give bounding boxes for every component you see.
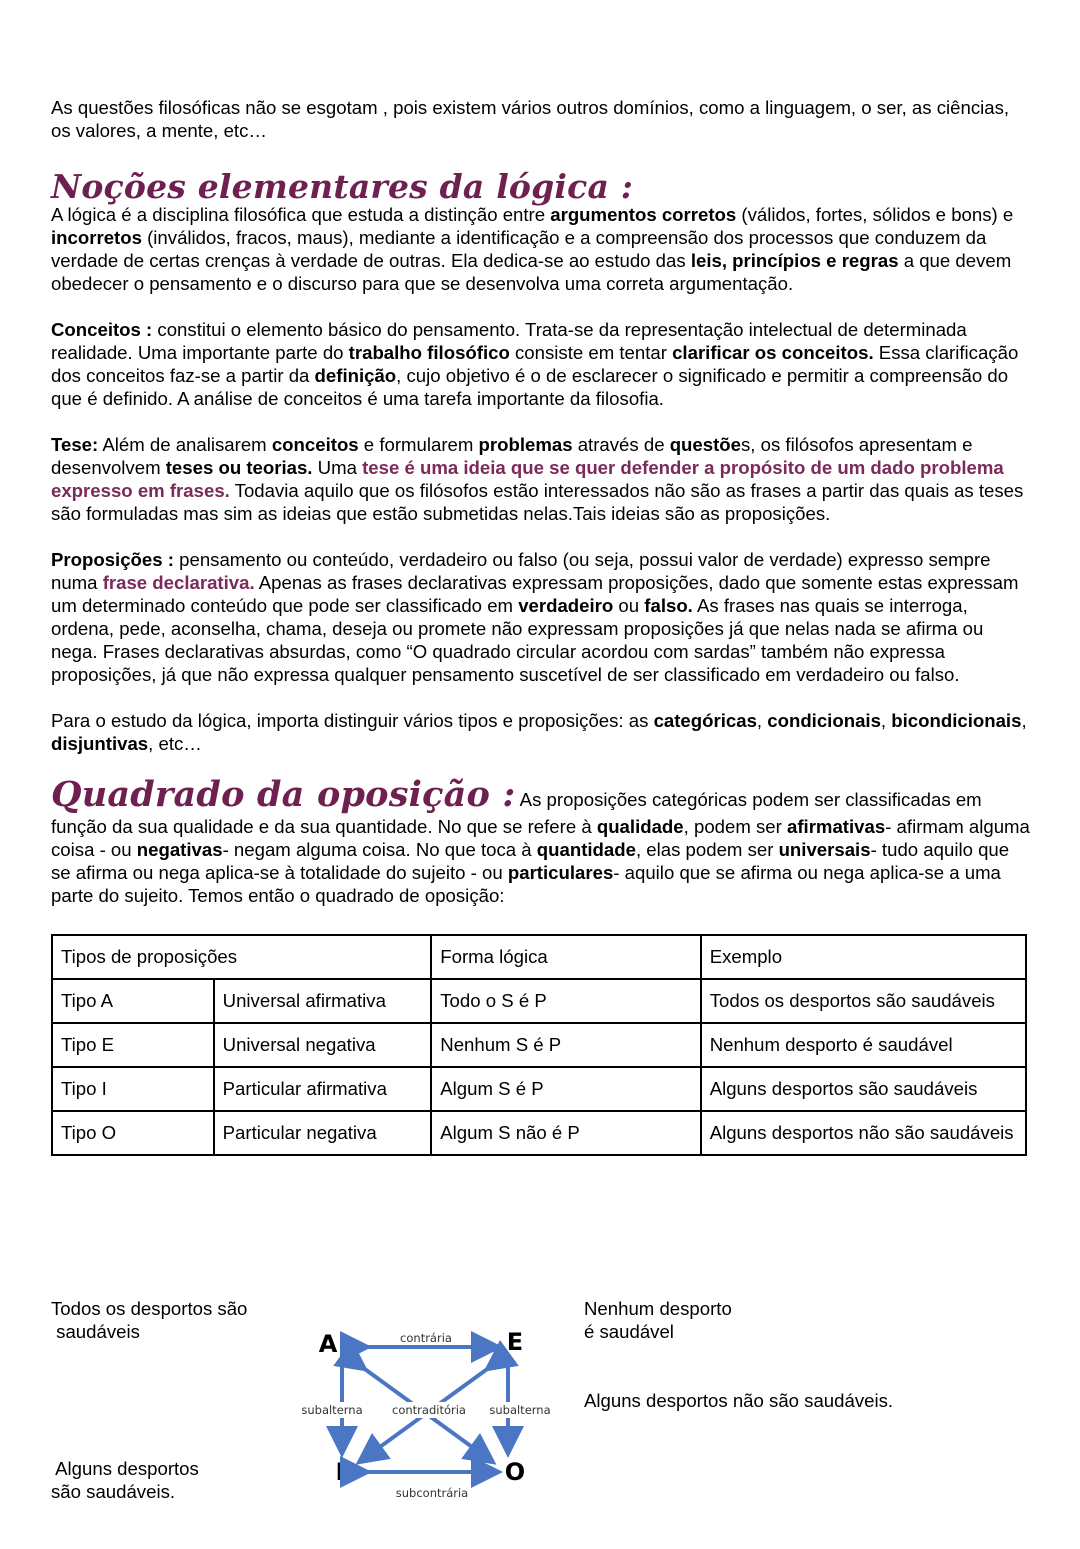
corner-e: E	[506, 1328, 524, 1356]
label-contraditoria: contraditória	[392, 1403, 466, 1417]
propositions-table	[51, 934, 1027, 1156]
intro-paragraph: As questões filosóficas não se esgotam , pois existem vários outros domínios, como a linguagem, o ser, as ciências, os valores, a mente, etc…	[51, 97, 1010, 141]
table-row	[52, 1023, 1026, 1067]
label-subalterna-right: subalterna	[489, 1403, 551, 1417]
table-row	[52, 979, 1026, 1023]
table-cell: Alguns desportos não são saudáveis	[701, 1111, 1026, 1155]
table-cell: Universal negativa	[214, 1023, 432, 1067]
table-cell: Algum S é P	[431, 1067, 700, 1111]
square-heading: Quadrado da oposição :	[51, 774, 516, 815]
table-cell: Tipo O	[52, 1111, 214, 1155]
diagram-text-i: Alguns desportos são saudáveis.	[51, 1458, 199, 1502]
table-cell: Todos os desportos são saudáveis	[701, 979, 1026, 1023]
label-subcontraria: subcontrária	[395, 1486, 469, 1500]
square-graphic	[290, 1320, 570, 1540]
table-cell: Tipo E	[52, 1023, 214, 1067]
diagram-text-o: Alguns desportos não são saudáveis.	[584, 1390, 894, 1411]
opposition-square-diagram	[0, 1290, 1080, 1527]
table-cell: Algum S não é P	[431, 1111, 700, 1155]
diagram-text-e: Nenhum desporto é saudável	[584, 1298, 732, 1342]
proposicoes-paragraph: Proposições : pensamento ou conteúdo, verdadeiro ou falso (ou seja, possui valor de verdade) expresso sempre numa frase declarativa. Apenas as frases declarativas expressam proposições, dado que somente estas expressam um determinado conteúdo que pode ser classificado em verdadeiro ou falso. As frases nas quais se interroga, ordena, pede, aconselha, chama, deseja ou promete não expressam proposições já que nelas nada se afirma ou nega. Frases declarativas absurdas, como “O quadrado circular acordou com sardas” também não expressa proposições, já que não expressa qualquer pensamento suscetível de ser classificado em verdadeiro ou falso.	[51, 549, 1019, 685]
table-cell: Alguns desportos são saudáveis	[701, 1067, 1026, 1111]
tipos-paragraph: Para o estudo da lógica, importa distinguir vários tipos e proposições: as categóricas, condicionais, bicondicionais, disjuntivas, etc…	[51, 710, 1027, 754]
table-cell: Todo o S é P	[431, 979, 700, 1023]
label-contraria: contrária	[400, 1331, 452, 1345]
table-cell: Tipo I	[52, 1067, 214, 1111]
table-cell: Particular negativa	[214, 1111, 432, 1155]
table-header-cell: Exemplo	[701, 935, 1026, 979]
table-cell: Nenhum desporto é saudável	[701, 1023, 1026, 1067]
label-subalterna-left: subalterna	[301, 1403, 363, 1417]
table-header-cell: Tipos de proposições	[52, 935, 431, 979]
table-cell: Nenhum S é P	[431, 1023, 700, 1067]
corner-a: A	[318, 1330, 338, 1358]
conceitos-paragraph: Conceitos : constitui o elemento básico do pensamento. Trata-se da representação intelectual de determinada realidade. Uma importante parte do trabalho filosófico consiste em tentar clarificar os conceitos. Essa clarificação dos conceitos faz-se a partir da definição, cujo objetivo é o de esclarecer o significado e permitir a compreensão do que é definido. A análise de conceitos é uma tarefa importante da filosofia.	[51, 319, 1019, 409]
document-page	[51, 96, 1031, 1156]
table-cell: Particular afirmativa	[214, 1067, 432, 1111]
table-row	[52, 1111, 1026, 1155]
table-header-row	[52, 935, 1026, 979]
table-cell: Universal afirmativa	[214, 979, 432, 1023]
logic-definition-paragraph: A lógica é a disciplina filosófica que estuda a distinção entre argumentos corretos (válidos, fortes, sólidos e bons) e incorretos (inválidos, fracos, maus), mediante a identificação e a compreensão dos processos que conduzem da verdade de certas crenças à verdade de outras. Ela dedica-se ao estudo das leis, princípios e regras a que devem obedecer o pensamento e o discurso para que se desenvolva uma correta argumentação.	[51, 204, 1014, 294]
tese-paragraph: Tese: Além de analisarem conceitos e formularem problemas através de questões, os filósofos apresentam e desenvolvem teses ou teorias. Uma tese é uma ideia que se quer defender a propósito de um dado problema expresso em frases. Todavia aquilo que os filósofos estão interessados não são as frases a partir das quais as teses são formuladas mas sim as ideias que estão submetidas nelas.Tais ideias são as proposições.	[51, 434, 1024, 524]
corner-i: I	[335, 1458, 345, 1486]
table-header-cell: Forma lógica	[431, 935, 700, 979]
diagram-text-a: Todos os desportos são saudáveis	[51, 1298, 248, 1342]
table-cell: Tipo A	[52, 979, 214, 1023]
logic-heading: Noções elementares da lógica :	[51, 167, 634, 206]
table-row	[52, 1067, 1026, 1111]
corner-o: O	[504, 1458, 526, 1486]
square-paragraph: Quadrado da oposição : As proposições categóricas podem ser classificadas em função da sua qualidade e da sua quantidade. No que se refere à qualidade, podem ser afirmativas- afirmam alguma coisa - ou negativas- negam alguma coisa. No que toca à quantidade, elas podem ser universais- tudo aquilo que se afirma ou nega aplica-se à totalidade do sujeito - ou particulares- aquilo que se afirma ou nega aplica-se a uma parte do sujeito. Temos então o quadrado de oposição:	[51, 774, 1030, 906]
